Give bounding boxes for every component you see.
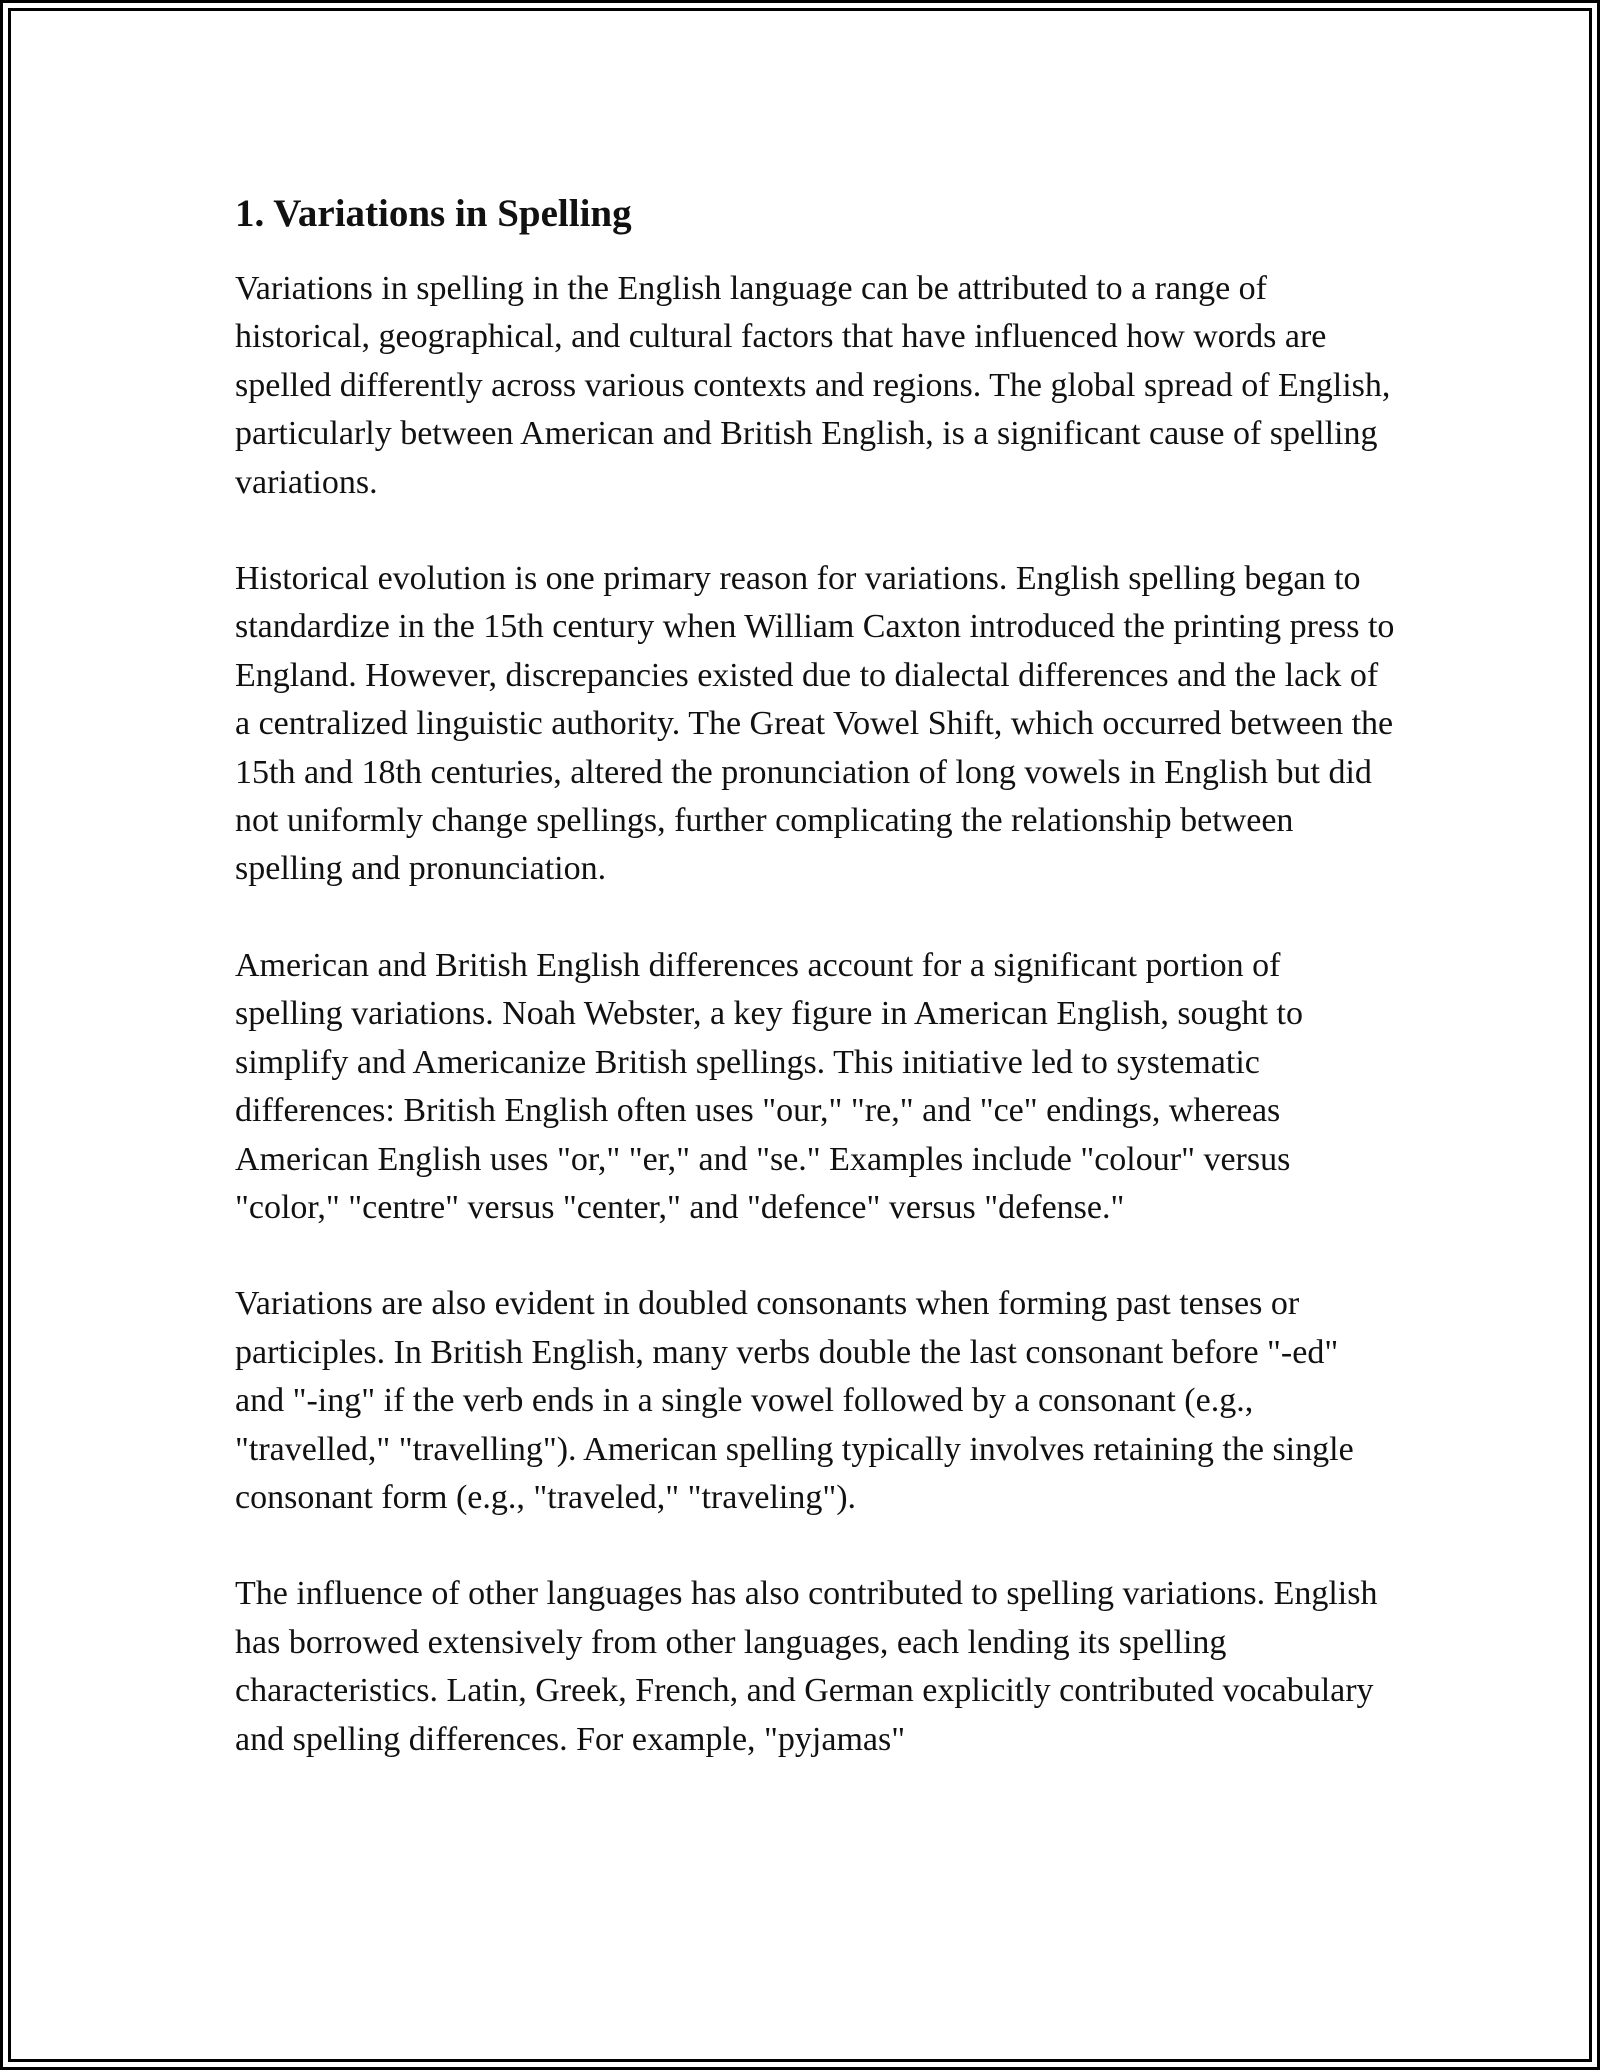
paragraph-other-languages: The influence of other languages has also contributed to spelling variations. English has borrowed extensively from other languages, each lending its spelling characteristics. Latin, Greek, French, and German explicitly contributed vocabulary and spelling differences. For example, "pyjamas" (235, 1575, 1378, 1758)
paragraph-doubled-consonants: Variations are also evident in doubled consonants when forming past tenses or participles. In British English, many verbs double the last consonant before "-ed" and "-ing" if the verb ends in a single vowel followed by a consonant (e.g., "travelled," "travelling"). American spelling typically involves retaining the single consonant form (e.g., "traveled," "traveling"). (235, 1285, 1354, 1516)
paragraph-historical-evolution: Historical evolution is one primary reason for variations. English spelling began to standardize in the 15th century when William Caxton introduced the printing press to England. However, discrepancies existed due to dialectal differences and the lack of a centralized linguistic authority. The Great Vowel Shift, which occurred between the 15th and 18th centuries, altered the pronunciation of long vowels in English but did not uniformly change spellings, further complicating the relationship between spelling and pronunciation. (235, 560, 1395, 888)
paragraph-american-british: American and British English differences account for a significant portion of spelling variations. Noah Webster, a key figure in American English, sought to simplify and Americanize British spellings. This initiative led to systematic differences: British English often uses "our," "re," and "ce" endings, whereas American English uses "or," "er," and "se." Examples include "colour" versus "color," "centre" versus "center," and "defence" versus "defense." (235, 946, 1303, 1226)
document-body (235, 185, 1395, 1764)
section-heading: 1. Variations in Spelling (235, 192, 632, 235)
paragraph-intro: Variations in spelling in the English language can be attributed to a range of historical, geographical, and cultural factors that have influenced how words are spelled differently across various contexts and regions. The global spread of English, particularly between American and British English, is a significant cause of spelling variations. (235, 270, 1391, 501)
